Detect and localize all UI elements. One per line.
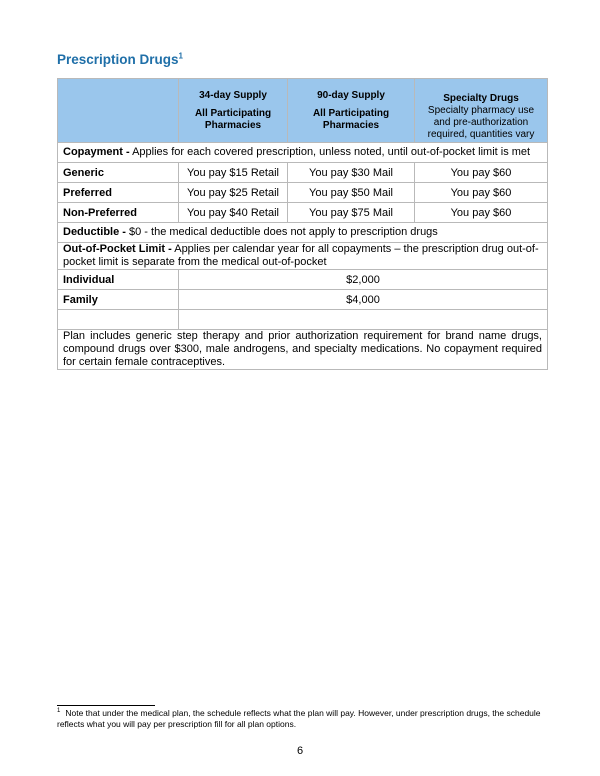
oop-tier-value: $4,000	[179, 290, 548, 310]
header-90-day-title: 90-day Supply	[317, 89, 385, 101]
tier-mail: You pay $75 Mail	[288, 203, 415, 223]
table-row	[58, 163, 548, 183]
plan-note-cell: Plan includes generic step therapy and prior authorization requirement for brand name drugs, compound drugs over $300, male androgens, and specialty medications. No copayment required for certain female contraceptives.	[58, 330, 548, 370]
table-row	[58, 290, 548, 310]
footnote	[57, 708, 547, 730]
plan-note-row	[58, 330, 548, 370]
header-empty-cell	[58, 79, 179, 143]
tier-retail: You pay $40 Retail	[179, 203, 288, 223]
header-specialty-sub: Specialty pharmacy use and pre-authorization required, quantities vary	[427, 105, 535, 140]
header-34-day-sub: All Participating Pharmacies	[194, 107, 272, 131]
empty-cell	[179, 310, 548, 330]
deductible-text: $0 - the medical deductible does not apply to prescription drugs	[125, 226, 438, 238]
oop-cell	[58, 243, 548, 270]
header-90-day	[288, 79, 415, 143]
header-34-day-title: 34-day Supply	[199, 89, 267, 101]
deductible-cell	[58, 223, 548, 243]
header-specialty	[415, 79, 548, 143]
copayment-cell	[58, 143, 548, 163]
page-number: 6	[296, 745, 304, 757]
table-row	[58, 183, 548, 203]
section-title	[57, 52, 183, 67]
footnote-divider	[57, 705, 155, 706]
header-90-day-sub: All Participating Pharmacies	[312, 107, 390, 131]
section-title-text: Prescription Drugs	[57, 52, 179, 67]
oop-tier-name: Individual	[58, 270, 179, 290]
table-header-row	[58, 79, 548, 143]
table-row	[58, 203, 548, 223]
empty-cell	[58, 310, 179, 330]
tier-retail: You pay $25 Retail	[179, 183, 288, 203]
tier-specialty: You pay $60	[415, 183, 548, 203]
tier-specialty: You pay $60	[415, 203, 548, 223]
tier-name: Preferred	[58, 183, 179, 203]
tier-mail: You pay $30 Mail	[288, 163, 415, 183]
tier-name: Non-Preferred	[58, 203, 179, 223]
tier-mail: You pay $50 Mail	[288, 183, 415, 203]
deductible-row	[58, 223, 548, 243]
oop-tier-value: $2,000	[179, 270, 548, 290]
tier-name: Generic	[58, 163, 179, 183]
header-34-day	[179, 79, 288, 143]
footnote-marker: 1	[57, 708, 61, 715]
oop-row	[58, 243, 548, 270]
footnote-text: Note that under the medical plan, the schedule reflects what the plan will pay. However, under prescription drugs, the schedule reflects what you will pay per prescription fill for all plan options.	[57, 708, 541, 729]
table-row	[58, 270, 548, 290]
deductible-label: Deductible -	[63, 226, 126, 238]
tier-specialty: You pay $60	[415, 163, 548, 183]
section-title-footnote-ref: 1	[178, 51, 183, 61]
oop-label: Out-of-Pocket Limit -	[63, 243, 172, 255]
header-specialty-title: Specialty Drugs	[443, 93, 519, 104]
copayment-label: Copayment -	[63, 146, 130, 158]
empty-row	[58, 310, 548, 330]
copayment-row	[58, 143, 548, 163]
copayment-text: Applies for each covered prescription, unless noted, until out-of-pocket limit is met	[129, 146, 531, 158]
prescription-drugs-table	[57, 78, 548, 370]
tier-retail: You pay $15 Retail	[179, 163, 288, 183]
oop-tier-name: Family	[58, 290, 179, 310]
oop-text: Applies per calendar year for all copayments – the prescription drug out-of-pocket limit is separate from the medical out-of-pocket	[63, 243, 539, 268]
